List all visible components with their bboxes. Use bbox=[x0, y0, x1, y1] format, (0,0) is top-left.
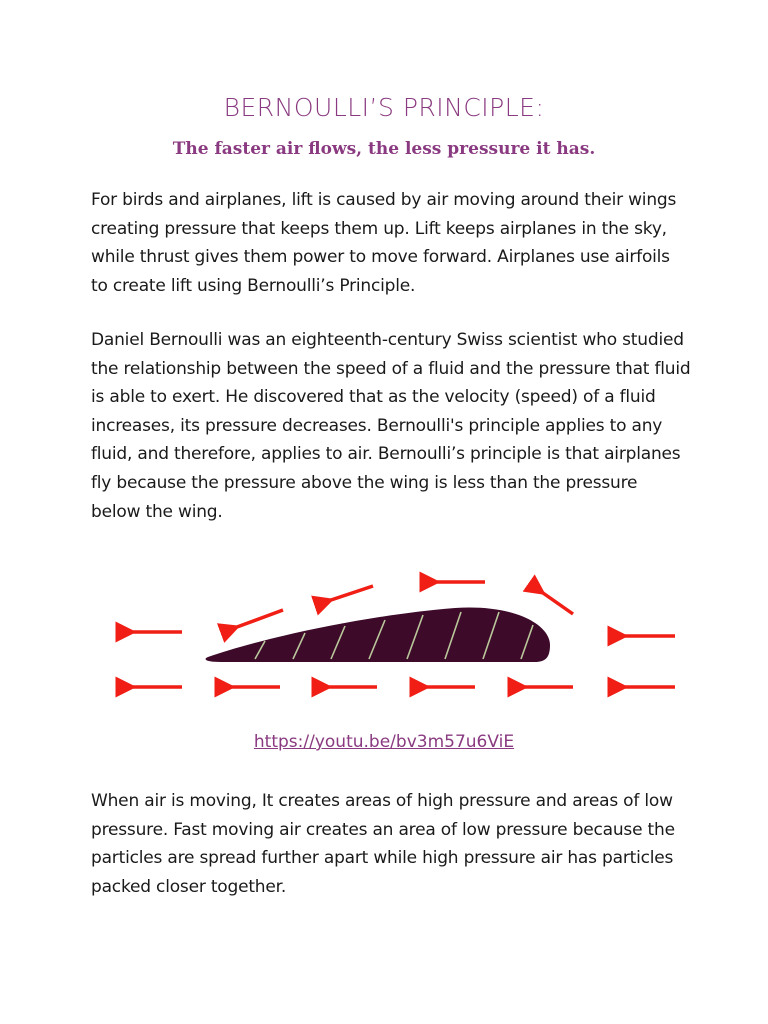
airfoil-diagram bbox=[105, 570, 685, 710]
page-subtitle: The faster air flows, the less pressure it has. bbox=[172, 139, 596, 159]
intro-paragraph: For birds and airplanes, lift is caused by air moving around their wings creating pressure that keeps them up. Lift keeps airplanes in the sky, while thrust gives them power to move forward. Airplanes use airfoils to create lift using Bernoulli’s Principle. bbox=[91, 190, 677, 296]
arrow-icon bbox=[543, 593, 573, 614]
arrow-icon bbox=[237, 610, 283, 627]
page-title: BERNOULLI’S PRINCIPLE: bbox=[223, 93, 545, 122]
pressure-paragraph: When air is moving, It creates areas of high pressure and areas of low pressure. Fast moving air creates an area of low pressure because the particles are spread further apart while high pressure air has particles packed closer together. bbox=[91, 791, 675, 897]
airfoil-wing bbox=[206, 608, 550, 662]
bernoulli-history-paragraph: Daniel Bernoulli was an eighteenth-century Swiss scientist who studied the relationship between the speed of a fluid and the pressure that fluid is able to exert. He discovered that as the velocity (speed) of a fluid increases, its pressure decreases. Bernoulli's principle applies to any fluid, and therefore, applies to air. Bernoulli’s principle is that airplanes fly because the pressure above the wing is less than the pressure below the wing. bbox=[91, 330, 691, 522]
video-link[interactable]: https://youtu.be/bv3m57u6ViE bbox=[253, 732, 515, 752]
arrow-icon bbox=[331, 586, 373, 600]
